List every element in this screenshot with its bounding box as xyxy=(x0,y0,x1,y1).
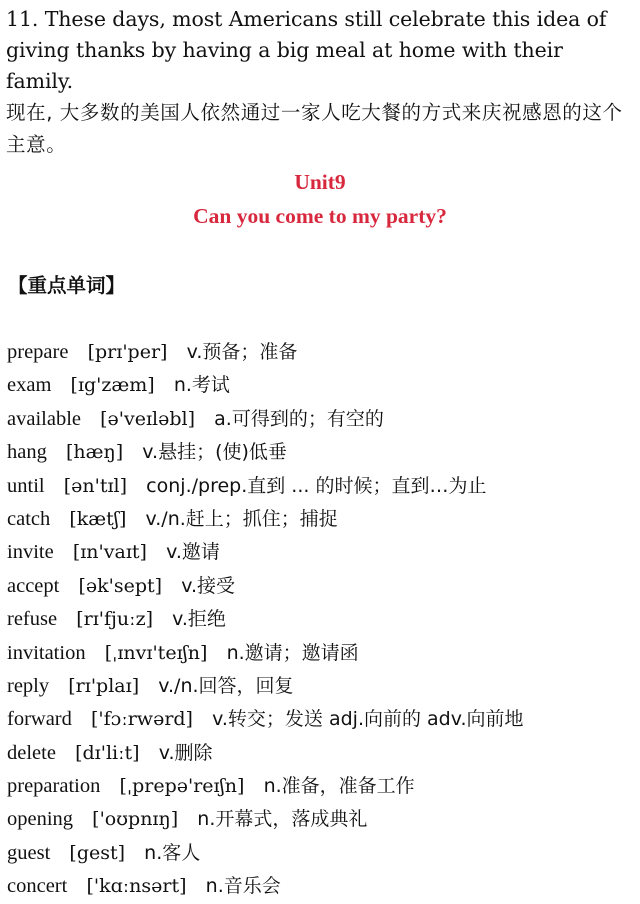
vocab-phonetic: ['fɔːrwərd] xyxy=(91,708,193,731)
vocab-phonetic: [rɪ'fjuːz] xyxy=(76,608,153,631)
vocab-word: available xyxy=(7,407,81,430)
vocab-phonetic: [ən'tɪl] xyxy=(63,474,128,497)
vocab-row xyxy=(7,536,637,569)
vocab-phonetic: [ə'veɪləbl] xyxy=(100,407,196,430)
vocab-meaning: v.接受 xyxy=(181,574,236,597)
vocab-word: invitation xyxy=(7,641,86,664)
vocab-word: hang xyxy=(7,441,47,464)
vocab-word: reply xyxy=(7,674,50,697)
vocab-word: invite xyxy=(7,541,54,564)
vocab-meaning: v./n.回答，回复 xyxy=(158,674,294,697)
vocab-meaning: n.准备，准备工作 xyxy=(263,775,415,798)
vocab-row xyxy=(7,803,637,836)
vocab-meaning: n.客人 xyxy=(144,841,201,864)
vocab-meaning: v.预备；准备 xyxy=(186,341,298,363)
vocab-row xyxy=(7,870,637,903)
vocab-word: accept xyxy=(7,574,60,597)
vocab-row xyxy=(7,369,637,402)
vocab-phonetic: [hæŋ] xyxy=(65,441,124,464)
vocab-row xyxy=(7,470,637,503)
vocab-row xyxy=(7,570,637,603)
vocab-row xyxy=(7,770,637,803)
vocab-word: forward xyxy=(7,708,72,731)
vocab-word: until xyxy=(7,474,45,497)
vocab-phonetic: [ɪn'vaɪt] xyxy=(72,541,147,564)
vocab-meaning: v./n.赶上；抓住；捕捉 xyxy=(145,507,338,530)
vocab-row xyxy=(7,670,637,703)
vocab-phonetic: ['oʊpnɪŋ] xyxy=(92,808,179,831)
vocabulary-list xyxy=(7,336,637,904)
vocab-row xyxy=(7,837,637,870)
vocab-meaning: v.删除 xyxy=(158,741,213,764)
vocab-meaning: v.邀请 xyxy=(166,541,220,564)
vocab-phonetic: [dɪ'liːt] xyxy=(75,741,140,764)
vocab-word: concert xyxy=(7,875,68,898)
vocab-row xyxy=(7,503,637,536)
vocab-phonetic: [ˌprepə'reɪʃn] xyxy=(119,775,245,798)
vocab-row xyxy=(7,336,637,369)
vocab-word: preparation xyxy=(7,775,101,798)
vocab-word: refuse xyxy=(7,608,58,631)
vocab-meaning: conj./prep.直到 ... 的时候；直到…为止 xyxy=(146,474,487,497)
vocab-phonetic: ['kɑːnsərt] xyxy=(86,875,187,898)
vocab-row xyxy=(7,603,637,636)
vocab-phonetic: [rɪ'plaɪ] xyxy=(68,674,140,697)
unit-title: Unit9 xyxy=(294,170,346,194)
vocab-word: exam xyxy=(7,374,52,397)
vocab-meaning: n.音乐会 xyxy=(205,875,281,898)
vocab-meaning: n.考试 xyxy=(173,374,230,397)
intro-chinese: 现在, 大多数的美国人依然通过一家人吃大餐的方式来庆祝感恩的这个主意。 xyxy=(6,101,623,156)
vocab-row xyxy=(7,436,637,469)
vocab-phonetic: [gest] xyxy=(69,841,126,864)
vocab-meaning: v.悬挂；(使)低垂 xyxy=(142,441,287,464)
vocab-row xyxy=(7,703,637,736)
vocab-word: opening xyxy=(7,808,74,831)
vocab-meaning: n.邀请；邀请函 xyxy=(226,641,359,664)
intro-english: 11. These days, most Americans still celebrate this idea of giving thanks by having a big meal at home with their family. xyxy=(6,7,607,93)
vocab-word: delete xyxy=(7,741,56,764)
vocab-phonetic: [ˌɪnvɪ'teɪʃn] xyxy=(104,641,208,664)
vocab-meaning: v.转交；发送 adj.向前的 adv.向前地 xyxy=(212,708,524,731)
vocab-word: catch xyxy=(7,507,51,530)
section-heading: 【重点单词】 xyxy=(8,274,126,297)
vocab-row xyxy=(7,637,637,670)
vocab-word: prepare xyxy=(7,341,69,363)
vocab-phonetic: [ək'sept] xyxy=(78,574,163,597)
vocab-phonetic: [kætʃ] xyxy=(69,507,127,530)
vocab-meaning: v.拒绝 xyxy=(172,608,226,631)
vocab-phonetic: [ɪg'zæm] xyxy=(70,374,155,397)
vocab-word: guest xyxy=(7,841,51,864)
vocab-meaning: n.开幕式，落成典礼 xyxy=(197,808,368,831)
vocab-phonetic: [prɪ'per] xyxy=(87,341,168,363)
vocab-row xyxy=(7,403,637,436)
vocab-row xyxy=(7,737,637,770)
intro-paragraph xyxy=(6,4,636,161)
unit-subtitle: Can you come to my party? xyxy=(193,204,447,228)
vocab-meaning: a.可得到的；有空的 xyxy=(214,407,384,430)
